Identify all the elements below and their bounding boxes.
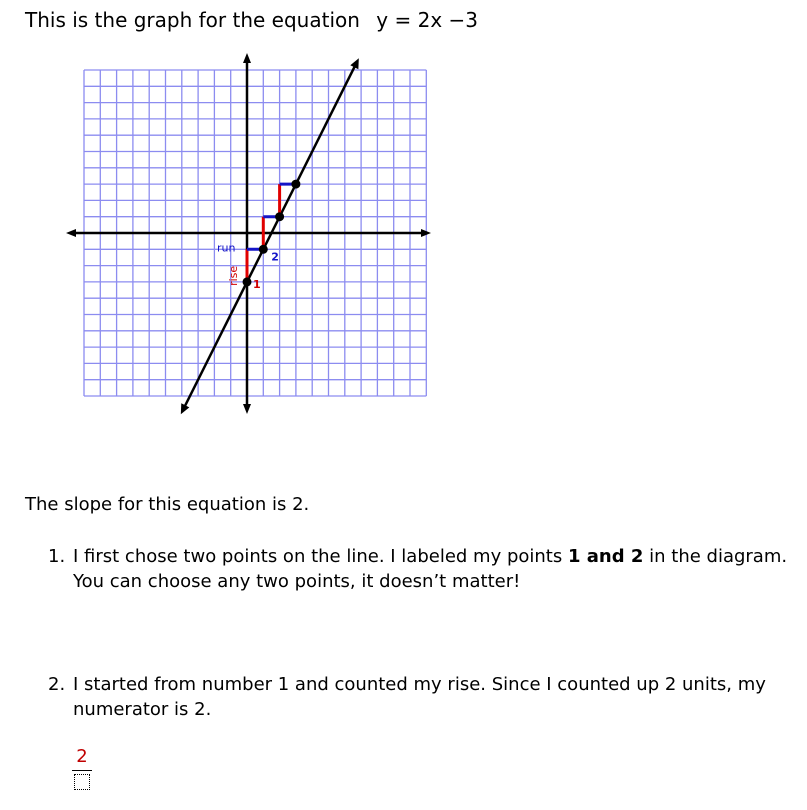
plotted-point bbox=[243, 277, 252, 286]
step-1-bold-points: 1 and 2 bbox=[567, 546, 644, 567]
plotted-point bbox=[259, 245, 268, 254]
x-axis-arrow-left bbox=[66, 229, 76, 237]
slope-statement: The slope for this equation is 2. bbox=[25, 494, 310, 515]
fraction-denominator-placeholder[interactable] bbox=[74, 774, 90, 790]
step-1-text-after: in the diagram. You can choose any two points, it doesn’t matter! bbox=[73, 546, 788, 592]
fraction-bar bbox=[72, 770, 92, 771]
step-2-number: 2. bbox=[48, 674, 66, 695]
slope-fraction bbox=[72, 746, 92, 790]
run-label: run bbox=[217, 241, 236, 255]
point-1-label: 1 bbox=[253, 277, 261, 291]
point-2-label: 2 bbox=[271, 250, 279, 264]
heading-equation: y = 2x −3 bbox=[376, 8, 478, 32]
heading-text: This is the graph for the equation bbox=[25, 8, 360, 32]
plotted-point bbox=[291, 180, 300, 189]
step-2 bbox=[48, 672, 807, 722]
step-1-number: 1. bbox=[48, 546, 66, 567]
step-2-text: I started from number 1 and counted my rise. Since I counted up 2 units, my numerator is 2. bbox=[73, 674, 766, 720]
fraction-numerator: 2 bbox=[76, 746, 88, 767]
equation-line bbox=[183, 62, 357, 411]
step-1-text-before: I first chose two points on the line. I labeled my points bbox=[73, 546, 568, 567]
plotted-point bbox=[275, 212, 284, 221]
step-1 bbox=[48, 544, 807, 594]
step-1-text bbox=[73, 544, 807, 594]
y-axis-arrow-down bbox=[243, 404, 251, 414]
y-axis-arrow-up bbox=[243, 53, 251, 63]
rise-label: rise bbox=[227, 265, 240, 286]
